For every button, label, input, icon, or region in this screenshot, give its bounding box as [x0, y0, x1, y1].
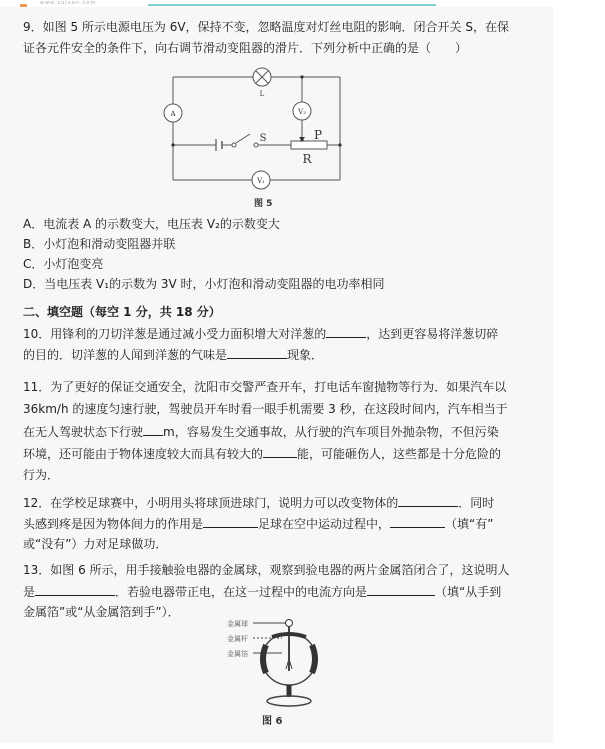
- q10-blank-2[interactable]: [227, 347, 287, 359]
- q12-blank-2[interactable]: [203, 516, 258, 528]
- q11-line5: 行为．: [23, 468, 60, 482]
- q9-option-c: C．小灯泡变亮: [23, 257, 104, 271]
- q10-blank-1[interactable]: [326, 326, 366, 338]
- q13-blank-1[interactable]: [35, 584, 115, 596]
- metal-rod-label: 金属杆: [227, 635, 248, 643]
- q11-line3: [23, 424, 499, 440]
- q10-line2: [23, 347, 323, 363]
- q11-text: 在无人驾驶状态下行驶: [23, 425, 144, 439]
- q12-text: 12．在学校足球赛中，小明用头将球顶进球门，说明力可以改变物体的: [23, 496, 399, 510]
- q12-text: （填“有”: [445, 517, 494, 531]
- q12-line1: [23, 495, 494, 511]
- q11-blank-2[interactable]: [263, 446, 297, 458]
- q9-option-d: D．当电压表 V₁的示数为 3V 时，小灯泡和滑动变阻器的电功率相同: [23, 277, 385, 291]
- q12-blank-1[interactable]: [398, 495, 458, 507]
- q9-option-b: B．小灯泡和滑动变阻器并联: [23, 237, 176, 251]
- q13-line2: [23, 584, 501, 600]
- q13-text: ．若验电器带正电，在这一过程中的电流方向是: [115, 585, 368, 599]
- voltmeter2-label: V₂: [298, 108, 306, 116]
- circuit-diagram-figure5: [0, 0, 605, 215]
- resistor-label: R: [302, 152, 312, 166]
- q10-text: 的目的．切洋葱的人闻到洋葱的气味是: [23, 348, 228, 362]
- q12-line3: 或“没有”）力对足球做功．: [23, 537, 168, 551]
- q11-text: 能，可能砸伤人，这些都是十分危险的: [297, 447, 502, 461]
- slider-label: P: [313, 128, 323, 142]
- electroscope-figure6: [210, 615, 350, 715]
- ammeter-label: A: [170, 110, 176, 118]
- q11-blank-1[interactable]: [143, 424, 163, 436]
- q12-text: 足球在空中运动过程中，: [258, 517, 391, 531]
- metal-foil-label: 金属箔: [227, 650, 248, 658]
- q10-line1: [23, 326, 498, 342]
- q10-text: 现象．: [287, 348, 324, 362]
- figure6-caption: 图 6: [262, 716, 283, 727]
- site-url: www.zujuan.com: [40, 0, 97, 6]
- q13-line3: 金属箔”或“从金属箔到手”）．: [23, 605, 180, 619]
- q13-blank-2[interactable]: [367, 584, 435, 596]
- q11-line4: [23, 446, 501, 462]
- metal-ball-label: 金属球: [227, 620, 248, 628]
- q12-text: 头感到疼是因为物体间力的作用是: [23, 517, 204, 531]
- q12-blank-3[interactable]: [390, 516, 445, 528]
- q11-text: 环境，还可能由于物体速度较大而具有较大的: [23, 447, 264, 461]
- switch-label: S: [259, 133, 267, 144]
- q10-text: 10．用锋利的刀切洋葱是通过减小受力面积增大对洋葱的: [23, 327, 327, 341]
- section2-heading: 二、填空题（每空 1 分，共 18 分）: [23, 305, 221, 319]
- q13-text: 是: [23, 585, 36, 599]
- q11-text: m，容易发生交通事故，从行驶的汽车项目外抛杂物，不但污染: [163, 425, 499, 439]
- q12-line2: [23, 516, 493, 532]
- q9-stem-line1: 9．如图 5 所示电源电压为 6V，保持不变，忽略温度对灯丝电阻的影响．闭合开关 S，在保: [23, 20, 509, 34]
- q11-line1: 11．为了更好的保证交通安全，沈阳市交警严查开车，打电话车窗抛物等行为．如果汽车以: [23, 380, 507, 394]
- q11-line2: 36km/h 的速度匀速行驶，驾驶员开车时看一眼手机需要 3 秒，在这段时间内，汽车相当于: [23, 402, 508, 416]
- figure5-caption: 图 5: [254, 199, 273, 209]
- q13-line1: 13．如图 6 所示，用手接触验电器的金属球，观察到验电器的两片金属箔闭合了，这说明人: [23, 563, 510, 577]
- q13-text: （填“从手到: [435, 585, 502, 599]
- q9-stem-line2: 证各元件安全的条件下，向右调节滑动变阻器的滑片．下列分析中正确的是（ ）: [23, 41, 468, 55]
- q9-option-a: A．电流表 A 的示数变大，电压表 V₂的示数变大: [23, 217, 280, 231]
- voltmeter1-label: V₁: [257, 177, 265, 185]
- lamp-label: L: [259, 90, 265, 98]
- q12-text: ．同时: [458, 496, 495, 510]
- q10-text: ，达到更容易将洋葱切碎: [366, 327, 499, 341]
